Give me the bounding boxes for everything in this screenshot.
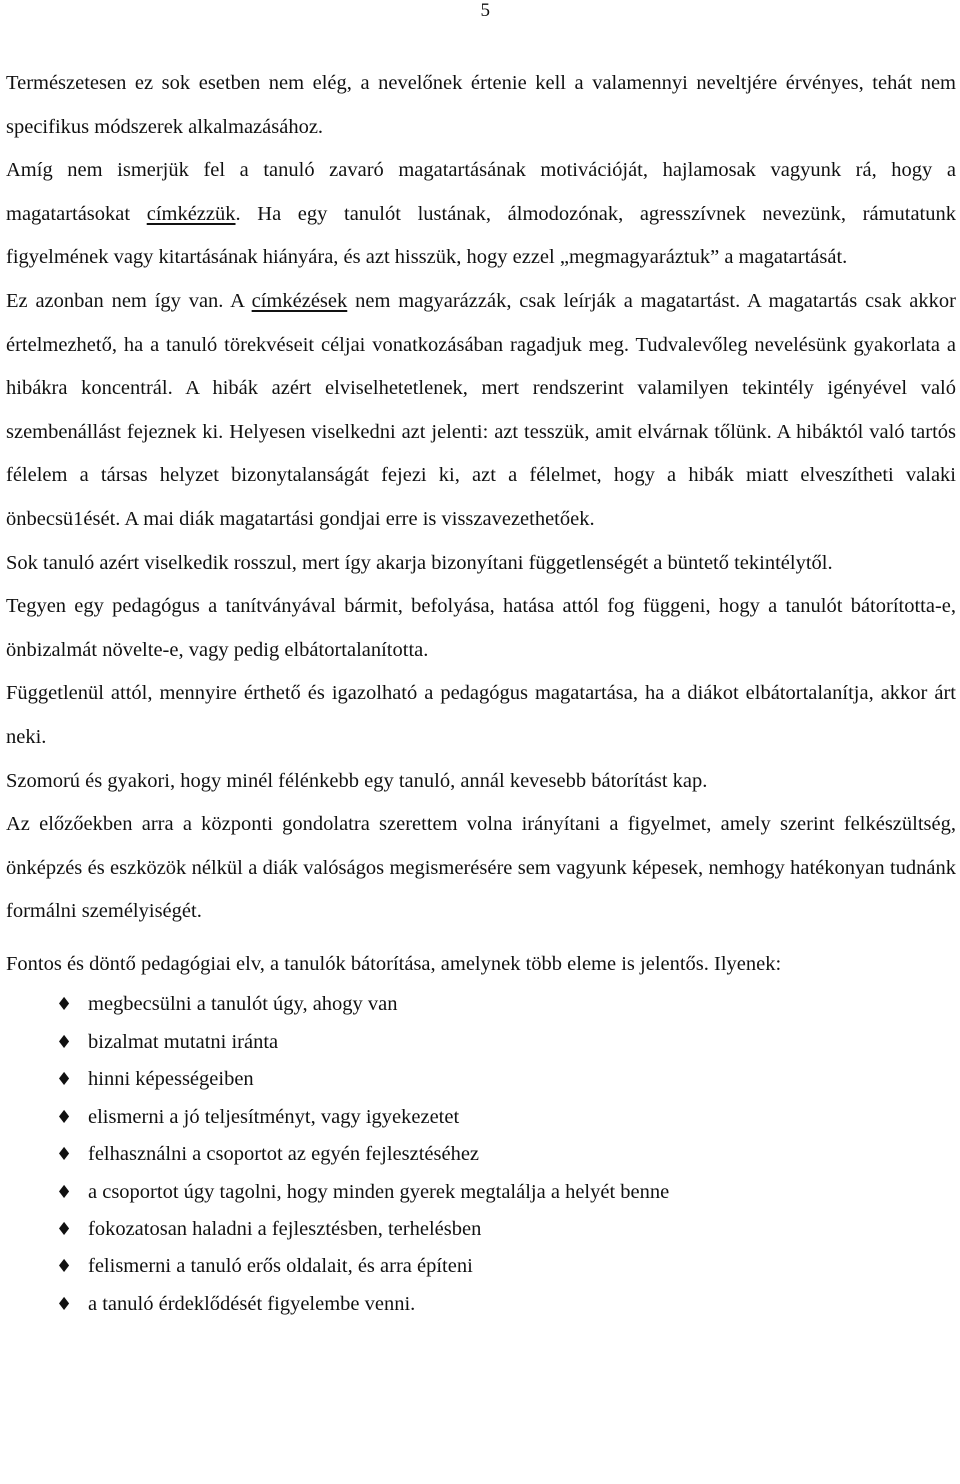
list-item-text: felismerni a tanuló erős oldalait, és arra építeni (88, 1255, 473, 1278)
list-item-text: felhasználni a csoportot az egyén fejlesztéséhez (88, 1143, 480, 1166)
diamond-bullet-icon: ♦ (56, 1256, 73, 1278)
paragraph-2-text-b: . Ha egy tanulót lustának, álmodozónak, agresszívnek nevezünk, rámutatunk figyelmének vagy kitartásának hiányára, és azt hisszük, hogy ezzel „megmagyaráztuk” a magatartását. (6, 202, 956, 269)
diamond-bullet-icon: ♦ (56, 1144, 73, 1166)
list-item (56, 1286, 956, 1323)
list-item-text: bizalmat mutatni iránta (88, 1030, 279, 1053)
list-item (56, 1248, 956, 1285)
list-item (56, 1061, 956, 1098)
diamond-bullet-icon: ♦ (56, 1069, 73, 1091)
document-body (6, 62, 956, 1323)
list-item (56, 1024, 956, 1061)
list-item-text: megbecsülni a tanulót úgy, ahogy van (88, 993, 398, 1016)
spacer (6, 934, 956, 943)
paragraph-1: Természetesen ez sok esetben nem elég, a nevelőnek értenie kell a valamennyi neveltjére érvényes, tehát nem specifikus módszerek alkalmazásához. (6, 72, 956, 138)
list-item (56, 986, 956, 1023)
diamond-bullet-icon: ♦ (56, 994, 73, 1016)
paragraph-3 (6, 280, 956, 542)
paragraph-3-text-a: Ez azonban nem így van. A (6, 289, 252, 312)
page-number: 5 (480, 0, 490, 21)
diamond-bullet-icon: ♦ (56, 1031, 73, 1053)
list-item (56, 1211, 956, 1248)
paragraph-6: Függetlenül attól, mennyire érthető és igazolható a pedagógus magatartása, ha a diákot elbátortalanítja, akkor árt neki. (6, 682, 956, 748)
paragraph-4: Sok tanuló azért viselkedik rosszul, mert így akarja bizonyítani függetlenségét a büntető tekintélytől. (6, 551, 833, 574)
diamond-bullet-icon: ♦ (56, 1106, 73, 1128)
bullet-list (6, 986, 956, 1323)
paragraph-5: Tegyen egy pedagógus a tanítványával bármit, befolyása, hatása attól fog függeni, hogy a tanulót bátorította-e, önbizalmát növelte-e, vagy pedig elbátortalanította. (6, 595, 956, 661)
underlined-term-cimkezzuk: címkézzük (146, 202, 236, 225)
list-item-text: a tanuló érdeklődését figyelembe venni. (88, 1292, 416, 1315)
list-item-text: fokozatosan haladni a fejlesztésben, terhelésben (88, 1217, 482, 1240)
paragraph-3-text-b: nem magyarázzák, csak leírják a magatartást. A magatartás csak akkor értelmezhető, ha a tanuló törekvéseit céljai vonatkozásában ragadjuk meg. Tudvalevőleg nevelésünk gyakorlata a hibákra koncentrál. A hibák azért elviselhetetlenek, mert rendszerint valamilyen tekintély igényével való szembenállást fejeznek ki. Helyesen viselkedni azt jelenti: azt tesszük, amit elvárnak tőlünk. A hibáktól való tartós félelem a társas helyzet bizonytalanságát fejezi ki, azt a félelmet, hogy a hibák miatt elveszítheti valaki önbecsü1ését. A mai diák magatartási gondjai erre is visszavezethetőek. (6, 289, 956, 530)
list-item (56, 1174, 956, 1211)
diamond-bullet-icon: ♦ (56, 1181, 73, 1203)
list-item-text: hinni képességeiben (88, 1068, 254, 1091)
paragraph-7: Szomorú és gyakori, hogy minél félénkebb egy tanuló, annál kevesebb bátorítást kap. (6, 769, 708, 792)
paragraph-9: Fontos és döntő pedagógiai elv, a tanulók bátorítása, amelynek több eleme is jelentős. Ilyenek: (6, 952, 782, 975)
list-item-text: elismerni a jó teljesítményt, vagy igyekezetet (88, 1105, 460, 1128)
paragraph-2-text-a: Amíg nem ismerjük fel a tanuló zavaró magatartásának motivációját, hajlamosak vagyunk rá, hogy a magatartásokat (6, 159, 956, 225)
diamond-bullet-icon: ♦ (56, 1218, 73, 1240)
paragraph-8: Az előzőekben arra a központi gondolatra szerettem volna irányítani a figyelmet, amely szerint felkészültség, önképzés és eszközök nélkül a diák valóságos megismerésére sem vagyunk képesek, nemhogy hatékonyan tudnánk formálni személyiségét. (6, 813, 956, 923)
paragraph-2 (6, 149, 956, 280)
list-item-text: a csoportot úgy tagolni, hogy minden gyerek megtalálja a helyét benne (88, 1180, 670, 1203)
diamond-bullet-icon: ♦ (56, 1293, 73, 1315)
list-item (56, 1136, 956, 1173)
underlined-term-cimkezesek: címkézések (251, 289, 348, 312)
list-item (56, 1099, 956, 1136)
